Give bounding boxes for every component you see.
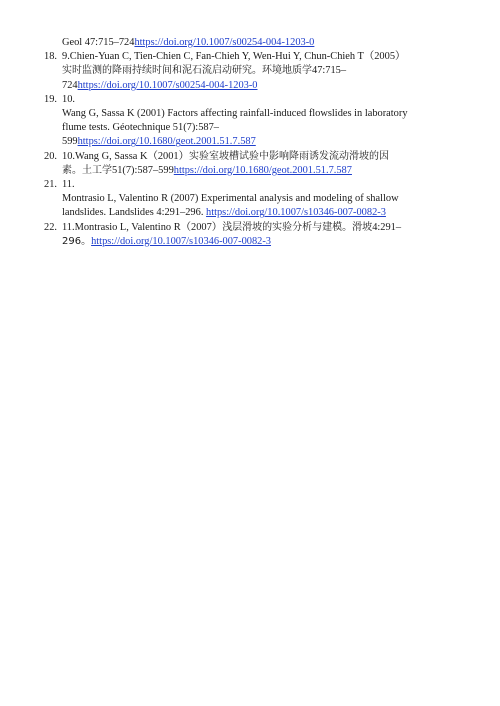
reference-list <box>44 36 462 249</box>
reference-line <box>62 221 462 235</box>
reference-line <box>62 121 462 135</box>
reference-item <box>44 221 462 249</box>
reference-text: 47:715– <box>312 65 347 77</box>
reference-text: landslides. Landslides 4:291–296. <box>62 207 207 219</box>
reference-text: 9.Chien-Yuan C, Tien-Chien C, Fan-Chieh Y, Wen-Hui Y, Chun-Chieh T（2005） <box>62 51 406 63</box>
reference-text: flume tests. Géotechnique 51(7):587– <box>62 122 219 134</box>
reference-text: 4:291– <box>372 221 402 233</box>
reference-text: 11. <box>62 179 75 191</box>
reference-number: 22. <box>44 221 57 233</box>
reference-text-cjk: 素。土工学 <box>62 164 112 176</box>
reference-text: Wang G, Sassa K (2001) Factors affecting rainfall-induced flowslides in laboratory <box>62 108 408 120</box>
reference-text: Montrasio L, Valentino R (2007) Experimental analysis and modeling of shallow <box>62 193 399 205</box>
reference-line <box>62 178 462 192</box>
reference-line <box>62 64 462 78</box>
reference-item <box>44 178 462 221</box>
reference-text: 11.Montrasio L, Valentino R（2007） <box>62 221 223 233</box>
reference-text: 10. <box>62 93 75 105</box>
reference-line <box>62 93 462 107</box>
doi-link[interactable]: https://doi.org/10.1007/s00254-004-1203-0 <box>134 37 315 48</box>
reference-text-cjk: 296。 <box>62 235 92 247</box>
reference-text: 51(7):587–599 <box>112 164 174 176</box>
reference-number: 21. <box>44 179 57 191</box>
reference-line <box>62 50 462 64</box>
doi-link[interactable]: https://doi.org/10.1007/s00254-004-1203-0 <box>77 79 258 91</box>
reference-item <box>44 93 462 150</box>
reference-text-cjk: 实时监测的降雨持续时间和泥石流启动研究。环境地质学 <box>62 65 312 77</box>
reference-line <box>62 36 462 50</box>
reference-text: 10.Wang G, Sassa K（2001） <box>62 150 190 162</box>
doi-link[interactable]: https://doi.org/10.1007/s10346-007-0082-3 <box>206 207 386 219</box>
reference-text: 599 <box>62 136 78 148</box>
reference-text: Geol 47:715–724 <box>62 37 135 48</box>
reference-line <box>62 150 462 164</box>
doi-link[interactable]: https://doi.org/10.1680/geot.2001.51.7.587 <box>173 164 352 176</box>
reference-line <box>62 79 462 93</box>
reference-item <box>44 150 462 178</box>
reference-line <box>62 235 462 249</box>
reference-line <box>62 135 462 149</box>
reference-line <box>62 206 462 220</box>
reference-text: 724 <box>62 79 78 91</box>
reference-number: 18. <box>44 51 57 63</box>
reference-text-cjk: 浅层滑坡的实验分析与建模。滑坡 <box>222 221 373 233</box>
reference-number: 19. <box>44 93 57 105</box>
reference-item <box>44 36 462 50</box>
reference-line <box>62 192 462 206</box>
reference-item <box>44 50 462 93</box>
doi-link[interactable]: https://doi.org/10.1007/s10346-007-0082-3 <box>91 235 272 247</box>
reference-line <box>62 107 462 121</box>
doi-link[interactable]: https://doi.org/10.1680/geot.2001.51.7.587 <box>77 136 256 148</box>
reference-text-cjk: 实验室坡槽试验中影响降雨诱发流动滑坡的因 <box>189 150 390 162</box>
reference-number: 20. <box>44 150 57 162</box>
reference-line <box>62 164 462 178</box>
